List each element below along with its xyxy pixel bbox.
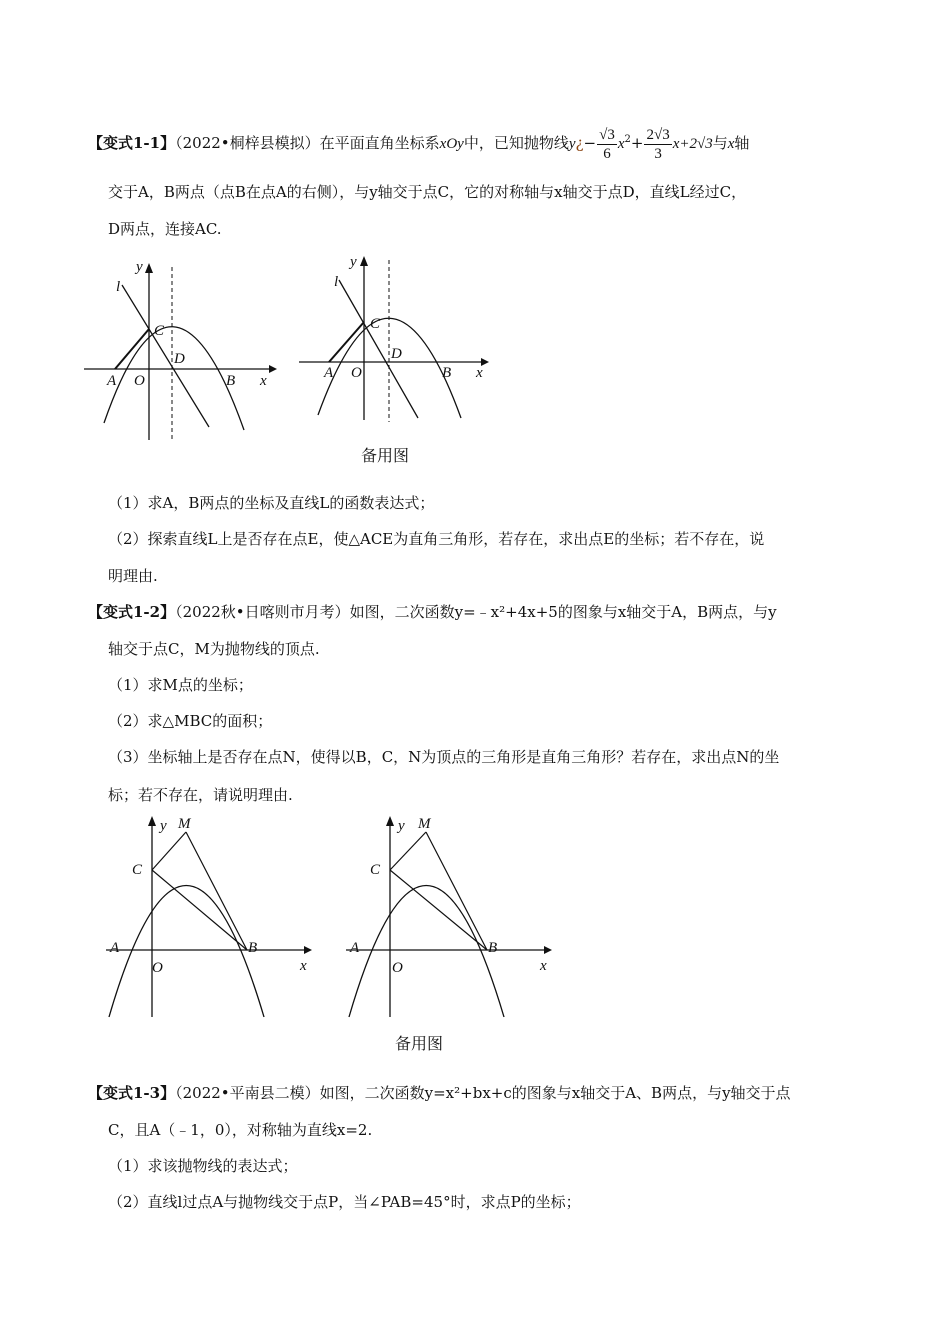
problem-source: （2022•桐梓县模拟） <box>175 134 320 152</box>
problem-1-3-q1: （1）求该抛物线的表达式； <box>108 1157 298 1175</box>
problem-1-1-line2: 交于A，B两点（点B在点A的右侧），与y轴交于点C，它的对称轴与x轴交于点D，直线L经过C， <box>108 183 747 201</box>
figure-1-2-main <box>104 812 319 1022</box>
problem-tag: 【变式1-1】 <box>88 134 176 152</box>
problem-1-2-header: 【变式1-2】（2022秋•日喀则市月考）如图，二次函数y=﹣x²+4x+5的图象与x轴交于A，B两点，与y <box>88 603 777 621</box>
fig2b-label-b: B <box>488 940 498 956</box>
problem-1-1-q2: （2）探索直线L上是否存在点E，使△ACE为直角三角形，若存在，求出点E的坐标；若不存在，说 <box>108 530 765 548</box>
fig2-label-x: x <box>300 958 307 974</box>
fig2-label-m: M <box>178 816 191 832</box>
figure-1-1-caption: 备用图 <box>361 446 410 465</box>
fig2-label-a: A <box>110 940 120 956</box>
fig2b-label-a: A <box>350 940 360 956</box>
problem-1-2-q3b: 标；若不存在，请说明理由. <box>108 786 293 804</box>
fig1-label-c: C <box>154 323 165 339</box>
fig1b-label-x: x <box>476 365 483 381</box>
problem-1-3-line2: C，且A（﹣1，0），对称轴为直线x=2. <box>108 1121 373 1139</box>
problem-tag: 【变式1-2】 <box>88 603 176 621</box>
problem-1-3-header: 【变式1-3】（2022•平南县二模）如图，二次函数y=x²+bx+c的图象与x轴交于A、B两点，与y轴交于点 <box>88 1084 791 1102</box>
fig1b-label-y: y <box>350 254 357 270</box>
problem-1-1-header: 【变式1-1】（2022•桐梓县模拟）在平面直角坐标系xOy中，已知抛物线y¿− $\frac{√3}{6}$ $x^2+$ $\frac{2√3}{3}$ x+2√3与x轴 <box>88 126 750 162</box>
fig2-label-c: C <box>132 862 143 878</box>
fig1b-label-b: B <box>442 365 452 381</box>
fraction-2sqrt3-over-3: $\frac{2√3}{3}$ <box>646 126 670 162</box>
figure-1-1-backup <box>296 250 496 425</box>
fig2b-label-m: M <box>418 816 431 832</box>
problem-1-2-q2: （2）求△MBC的面积； <box>108 712 273 730</box>
problem-source: （2022秋•日喀则市月考） <box>175 603 350 621</box>
fig2b-label-o: O <box>392 960 403 976</box>
problem-1-1-q1: （1）求A，B两点的坐标及直线L的函数表达式； <box>108 494 435 512</box>
figure-1-1-main <box>84 255 284 445</box>
problem-tag: 【变式1-3】 <box>88 1084 176 1102</box>
figure-1-2-caption: 备用图 <box>395 1034 444 1053</box>
problem-1-2-q3: （3）坐标轴上是否存在点N，使得以B，C，N为顶点的三角形是直角三角形？若存在，求出点N的坐 <box>108 748 780 766</box>
fig1-label-y: y <box>136 259 143 275</box>
fig1b-label-a: A <box>324 365 334 381</box>
fraction-sqrt3-over-6: $\frac{√3}{6}$ <box>599 126 615 162</box>
fig1-label-x: x <box>260 373 267 389</box>
figure-1-2-backup <box>344 812 559 1022</box>
fig1b-label-c: C <box>370 316 381 332</box>
problem-1-2-q1: （1）求M点的坐标； <box>108 676 253 694</box>
problem-1-1-q2b: 明理由. <box>108 567 158 585</box>
fig2b-label-c: C <box>370 862 381 878</box>
fig1b-label-d: D <box>391 346 402 362</box>
fig1b-label-l: l <box>334 274 339 290</box>
fig2b-label-x: x <box>540 958 547 974</box>
problem-1-1-line3: D两点，连接AC. <box>108 220 222 238</box>
fig1-label-o: O <box>134 373 145 389</box>
fig1-label-b: B <box>226 373 236 389</box>
fig1-label-l: l <box>116 279 121 295</box>
fig2b-label-y: y <box>398 818 405 834</box>
fig1-label-d: D <box>174 351 185 367</box>
fig2-label-y: y <box>160 818 167 834</box>
problem-1-2-line2: 轴交于点C，M为抛物线的顶点. <box>108 640 320 658</box>
fig1-label-a: A <box>107 373 117 389</box>
fig2-label-b: B <box>248 940 258 956</box>
problem-1-3-q2: （2）直线l过点A与抛物线交于点P，当∠PAB=45°时，求点P的坐标； <box>108 1193 581 1211</box>
fig2-label-o: O <box>152 960 163 976</box>
problem-source: （2022•平南县二模） <box>175 1084 320 1102</box>
fig1b-label-o: O <box>351 365 362 381</box>
